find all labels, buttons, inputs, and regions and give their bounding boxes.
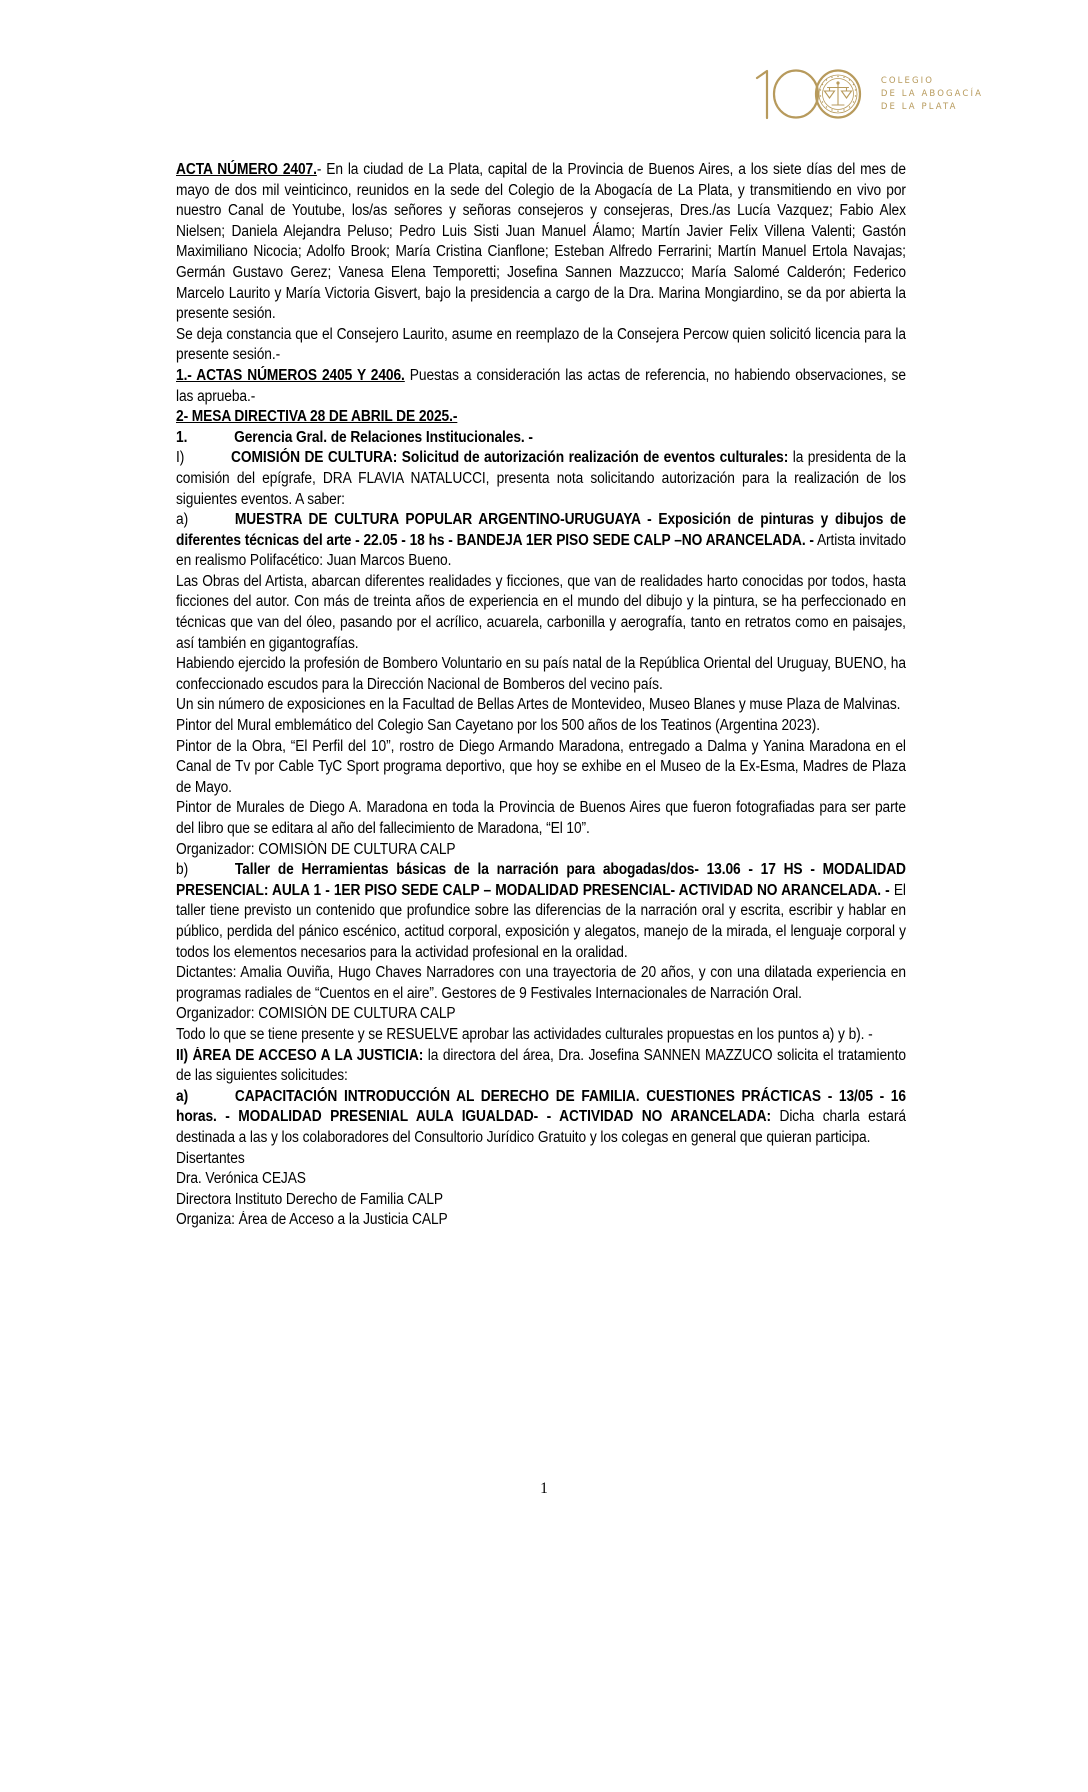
paragraph-acta-opening <box>176 160 906 325</box>
paragraph-item-a-capacitacion <box>176 1087 906 1149</box>
indent-spacer <box>188 510 235 531</box>
text-run: Organizador: COMISIÓN DE CULTURA CALP <box>176 1005 456 1023</box>
indent-spacer <box>187 428 234 449</box>
indent-spacer <box>188 860 235 881</box>
paragraph-organizador-a <box>176 840 906 861</box>
paragraph-item-b-taller <box>176 860 906 963</box>
paragraph-perfil-del-10 <box>176 737 906 799</box>
indent-spacer <box>188 1087 235 1108</box>
indent-spacer <box>184 448 231 469</box>
paragraph-punto-1-actas <box>176 366 906 407</box>
text-run: Gerencia Gral. de Relaciones Institucionales. - <box>234 428 533 446</box>
paragraph-item-II-acceso-justicia <box>176 1046 906 1087</box>
paragraph-organiza-area <box>176 1210 906 1231</box>
text-run: 1. <box>176 428 188 446</box>
text-run: Organiza: Área de Acceso a la Justicia CALP <box>176 1211 448 1229</box>
logo-line-laplata: DE LA PLATA <box>880 102 958 112</box>
paragraph-organizador-b <box>176 1004 906 1025</box>
paragraph-item-a-muestra <box>176 510 906 572</box>
paragraph-item-I-comision-cultura <box>176 448 906 510</box>
text-run: Disertantes <box>176 1149 245 1167</box>
text-run: a) <box>176 1087 189 1105</box>
text-run: Dictantes: Amalia Ouviña, Hugo Chaves Narradores con una trayectoria de 20 años, y con una dilatada experiencia en programas radiales de “Cuentos en el aire”. Gestores de 9 Festivales Internacionales de Narración Oral. <box>176 964 906 1002</box>
centenary-emblem-icon <box>751 62 871 124</box>
text-run: Organizador: COMISIÓN DE CULTURA CALP <box>176 840 456 858</box>
text-run: El taller tiene previsto un contenido que profundice sobre las diferencias de la narración oral y escrita, escribir y hablar en público, perdida del pánico escénico, actitud corporal, exposición y alegatos, manejo de la mirada, el lenguaje corporal y todos los elementos necesarios para la actividad profesional en la oralidad. <box>176 881 906 961</box>
text-run: II) ÁREA DE ACCESO A LA JUSTICIA: <box>176 1046 424 1064</box>
paragraph-constancia-laurito <box>176 325 906 366</box>
institution-logo-header <box>751 62 983 124</box>
text-run: a) <box>176 511 189 529</box>
text-run: Pintor de Murales de Diego A. Maradona en toda la Provincia de Buenos Aires que fueron fotografiadas para ser parte del libro que se editara al año del fallecimiento de Maradona, “El 10”. <box>176 799 906 837</box>
text-run: Dra. Verónica CEJAS <box>176 1170 306 1188</box>
text-run: la presidenta de la comisión del epígrafe, DRA FLAVIA NATALUCCI, presenta nota solicitando autorización para la realización de los siguientes eventos. A saber: <box>176 449 906 508</box>
text-run: Dicha charla estará destinada a las y los colaboradores del Consultorio Jurídico Gratuito y los colegas en general que quieran participa. <box>176 1108 906 1146</box>
logo-line-colegio: COLEGIO <box>880 76 935 86</box>
paragraph-exposiciones-bellas-artes <box>176 695 906 716</box>
text-run: Pintor del Mural emblemático del Colegio San Cayetano por los 500 años de los Teatinos (Argentina 2023). <box>176 717 820 735</box>
paragraph-murales-maradona <box>176 798 906 839</box>
text-run: la directora del área, Dra. Josefina SANNEN MAZZUCO solicita el tratamiento de las siguientes solicitudes: <box>176 1046 906 1085</box>
paragraph-resuelve-culturales <box>176 1025 906 1046</box>
paragraph-mural-san-cayetano <box>176 716 906 737</box>
text-run: Taller de Herramientas básicas de la narración para abogadas/dos- 13.06 - 17 HS - MODALIDAD PRESENCIAL: AULA 1 - 1ER PISO SEDE CALP – MODALIDAD PRESENCIAL- ACTIVIDAD NO ARANCELADA. - <box>176 861 906 899</box>
paragraph-obras-artista <box>176 572 906 654</box>
text-run: - En la ciudad de La Plata, capital de la Provincia de Buenos Aires, a los siete días del mes de mayo de dos mil veinticinco, reunidos en la sede del Colegio de la Abogacía de La Plata, y transmitiendo en vivo por nuestro Canal de Youtube, los/as señores y señoras consejeros y consejeras, Dres./as Lucía Vazquez; Fabio Alex Nielsen; Daniela Alejandra Peluso; Pedro Luis Sisti Juan Manuel Álamo; Martín Javier Felix Villena Valenti; Gastón Maximiliano Nicocia; Adolfo Brook; María Cristina Cianflone; Esteban Alfredo Ferrarini; Martín Manuel Ertola Navajas; Germán Gustavo Gerez; Vanesa Elena Temporetti; Josefina Sannen Mazzucco; María Salomé Calderón; Federico Marcelo Laurito y María Victoria Gisvert, bajo la presidencia a cargo de la Dra. Marina Mongiardino, se da por abierta la presente sesión. <box>176 161 906 323</box>
text-run: 2- MESA DIRECTIVA 28 DE ABRIL DE 2025.- <box>176 408 458 426</box>
text-run: Artista invitado en realismo Polifacético: Juan Marcos Bueno. <box>176 531 906 570</box>
paragraph-dictantes <box>176 963 906 1004</box>
text-run: Las Obras del Artista, abarcan diferentes realidades y ficciones, que van de realidades harto conocidas por todos, hasta ficciones del autor. Con más de treinta años de experiencia en el mundo del dibujo y la pintura, se ha perfeccionado en técnicas que van del óleo, pasando por el acrílico, acuarela, carbonilla y aerografía, tanto en retratos como en paisajes, así también en gigantografías. <box>176 572 906 652</box>
text-run: MUESTRA DE CULTURA POPULAR ARGENTINO-URUGUAYA - Exposición de pinturas y dibujos de diferentes técnicas del arte - 22.05 - 18 hs - BANDEJA 1ER PISO SEDE CALP –NO ARANCELADA. - <box>176 511 906 549</box>
page-number: 1 <box>540 1480 548 1497</box>
logo-line-abogacia: DE LA ABOGACÍA <box>880 89 983 99</box>
text-run: Pintor de la Obra, “El Perfil del 10”, rostro de Diego Armando Maradona, entregado a Dalma y Yanina Maradona en el Canal de Tv por Cable TyC Sport programa deportivo, que hoy se exhibe en el Museo de la Ex-Esma, Madres de Plaza de Mayo. <box>176 737 906 796</box>
text-run: Se deja constancia que el Consejero Laurito, asume en reemplazo de la Consejera Percow quien solicitó licencia para la presente sesión.- <box>176 325 906 364</box>
text-run: Directora Instituto Derecho de Familia CALP <box>176 1190 444 1208</box>
paragraph-item-1-gerencia <box>176 428 906 449</box>
paragraph-punto-2-mesa-directiva <box>176 407 906 428</box>
institution-name-block <box>881 74 983 112</box>
paragraph-dra-cejas <box>176 1169 906 1190</box>
text-run: ACTA NÚMERO 2407. <box>176 161 317 178</box>
text-run: 1.- ACTAS NÚMEROS 2405 Y 2406. <box>176 366 405 384</box>
text-run: Un sin número de exposiciones en la Facultad de Bellas Artes de Montevideo, Museo Blanes y muse Plaza de Malvinas. <box>176 696 901 714</box>
text-run: Todo lo que se tiene presente y se RESUELVE aprobar las actividades culturales propuestas en los puntos a) y b). - <box>176 1025 873 1043</box>
paragraph-disertantes <box>176 1149 906 1170</box>
text-run: Puestas a consideración las actas de referencia, no habiendo observaciones, se las aprueba.- <box>176 366 906 405</box>
text-run: Habiendo ejercido la profesión de Bombero Voluntario en su país natal de la República Oriental del Uruguay, BUENO, ha confeccionado escudos para la Dirección Nacional de Bomberos del vecino país. <box>176 655 906 693</box>
document-body <box>176 160 906 1231</box>
paragraph-directora-instituto <box>176 1190 906 1211</box>
paragraph-bombero-voluntario <box>176 654 906 695</box>
text-run: b) <box>176 861 189 879</box>
text-run: COMISIÓN DE CULTURA: Solicitud de autorización realización de eventos culturales: <box>231 449 789 467</box>
text-run: CAPACITACIÓN INTRODUCCIÓN AL DERECHO DE FAMILIA. CUESTIONES PRÁCTICAS - 13/05 - 16 horas. - MODALIDAD PRESENIAL AULA IGUALDAD- - ACTIVIDAD NO ARANCELADA: <box>176 1087 906 1126</box>
text-run: I) <box>176 449 185 467</box>
